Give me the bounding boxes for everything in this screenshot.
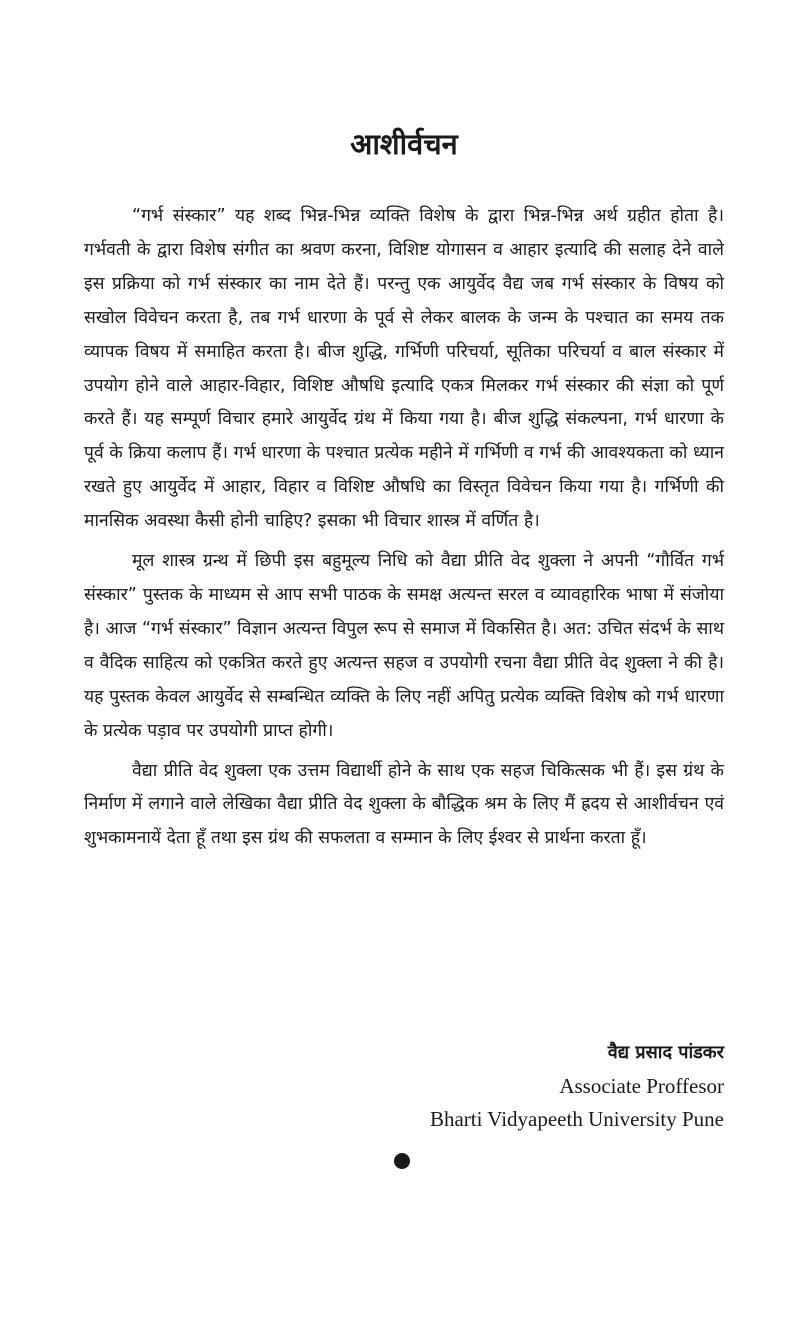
- signature-block: [84, 1036, 724, 1136]
- body-text: [84, 200, 724, 862]
- signatory-name: वैद्य प्रसाद पांडकर: [607, 1042, 724, 1063]
- page-title: आशीर्वचन: [350, 127, 458, 161]
- bullet-dot-ornament: [394, 1153, 410, 1169]
- signatory-institution: Bharti Vidyapeeth University Pune: [429, 1107, 724, 1131]
- paragraph-3: वैद्या प्रीति वेद शुक्ला एक उत्तम विद्यार्थी होने के साथ एक सहज चिकित्सक भी हैं। इस ग्रंथ के निर्माण में लगाने वाले लेखिका वैद्या प्रीति वेद शुक्ला के बौद्धिक श्रम के लिए मैं ह्रदय से आशीर्वचन एवं शुभकामनायें देता हूँ तथा इस ग्रंथ की सफलता व सम्मान के लिए ईश्वर से प्रार्थना करता हूँ।: [84, 760, 724, 849]
- paragraph-1: “गर्भ संस्कार” यह शब्द भिन्न-भिन्न व्यक्ति विशेष के द्वारा भिन्न-भिन्न अर्थ ग्रहीत होता है। गर्भवती के द्वारा विशेष संगीत का श्रवण करना, विशिष्ट योगासन व आहार इत्यादि की सलाह देने वाले इस प्रक्रिया को गर्भ संस्कार का नाम देते हैं। परन्तु एक आयुर्वेद वैद्य जब गर्भ संस्कार के विषय को सखोल विवेचन करता है, तब गर्भ धारणा के पूर्व से लेकर बालक के जन्म के पश्चात का समय तक व्यापक विषय में समाहित करता है। बीज शुद्धि, गर्भिणी परिचर्या, सूतिका परिचर्या व बाल संस्कार में उपयोग होने वाले आहार-विहार, विशिष्ट औषधि इत्यादि एकत्र मिलकर गर्भ संस्कार की संज्ञा को पूर्ण करते हैं। यह सम्पूर्ण विचार हमारे आयुर्वेद ग्रंथ में किया गया है। बीज शुद्धि संकल्पना, गर्भ धारणा के पूर्व के क्रिया कलाप हैं। गर्भ धारणा के पश्चात प्रत्येक महीने में गर्भिणी व गर्भ की आवश्यकता को ध्यान रखते हुए आयुर्वेद में आहार, विहार व विशिष्ट औषधि का विस्तृत विवेचन किया गया है। गर्भिणी की मानसिक अवस्था कैसी होनी चाहिए? इसका भी विचार शास्त्र में वर्णित है।: [84, 206, 724, 532]
- paragraph-2: मूल शास्त्र ग्रन्थ में छिपी इस बहुमूल्य निधि को वैद्या प्रीति वेद शुक्ला ने अपनी “गौर्वित गर्भ संस्कार” पुस्तक के माध्यम से आप सभी पाठक के समक्ष अत्यन्त सरल व व्यावहारिक भाषा में संजोया है। आज “गर्भ संस्कार” विज्ञान अत्यन्त विपुल रूप से समाज में विकसित है। अत: उचित संदर्भ के साथ व वैदिक साहित्य को एकत्रित करते हुए अत्यन्त सहज व उपयोगी रचना वैद्या प्रीति वेद शुक्ला ने की है। यह पुस्तक केवल आयुर्वेद से सम्बन्धित व्यक्ति के लिए नहीं अपितु प्रत्येक व्यक्ति विशेष को गर्भ धारणा के प्रत्येक पड़ाव पर उपयोगी प्राप्त होगी।: [84, 551, 724, 741]
- signatory-designation: Associate Proffesor: [559, 1074, 724, 1098]
